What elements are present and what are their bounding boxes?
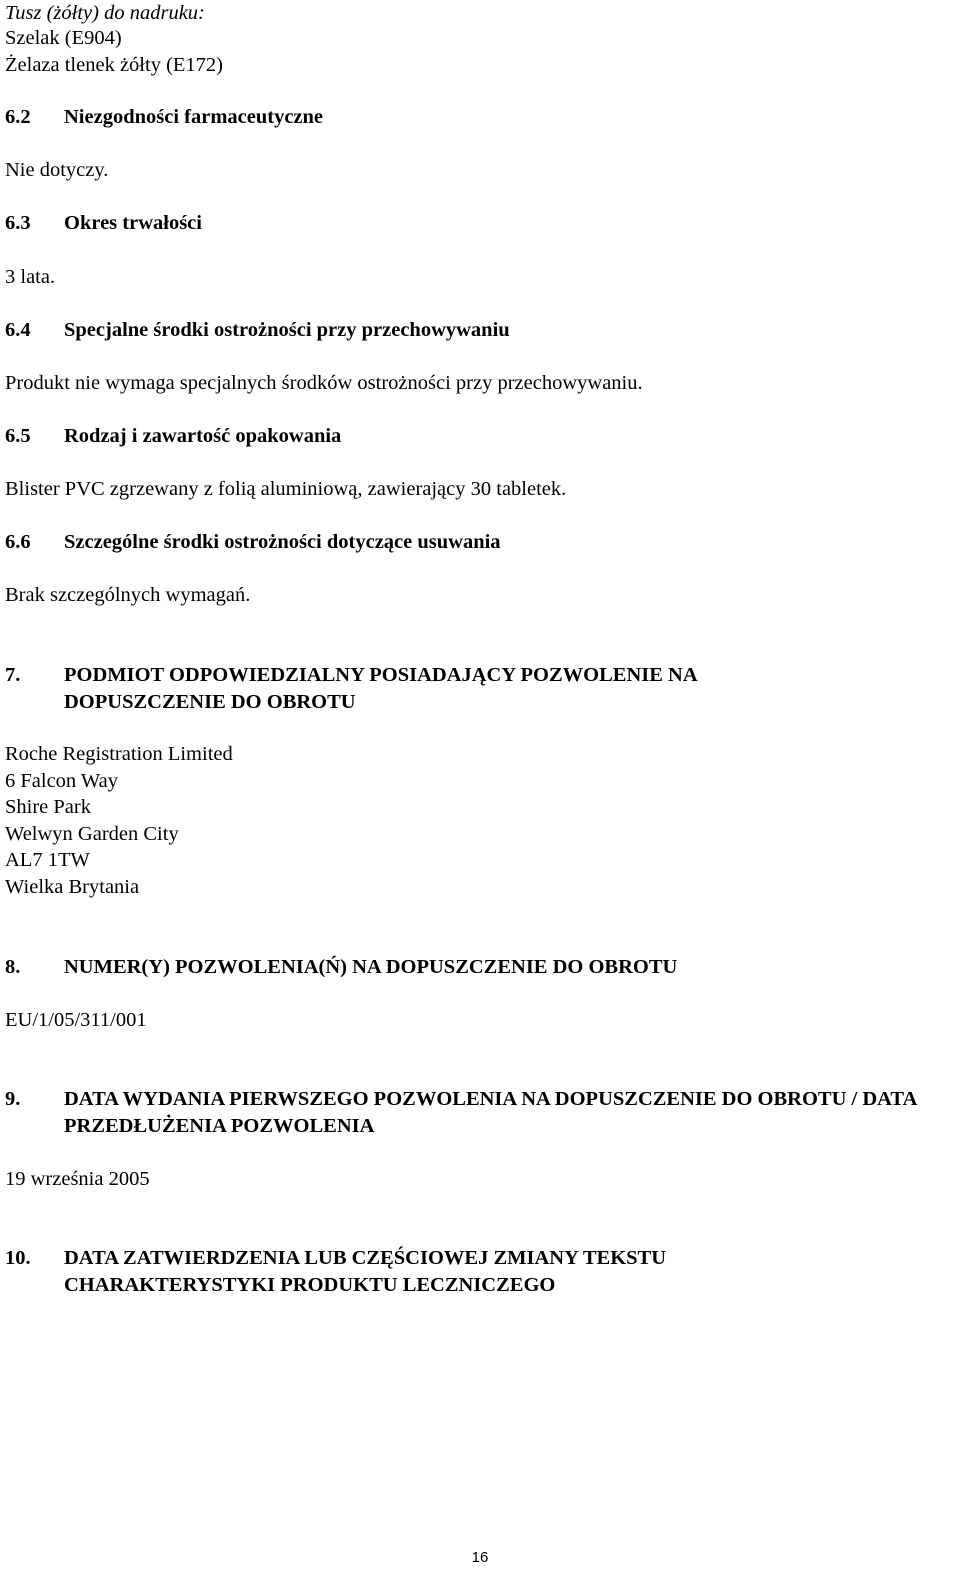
section-number: 6.3 bbox=[5, 212, 31, 234]
section-number: 6.6 bbox=[5, 531, 31, 553]
section-body-6-5: Blister PVC zgrzewany z folią aluminiową, zawierający 30 tabletek. bbox=[5, 478, 567, 500]
address-line: 6 Falcon Way bbox=[5, 769, 118, 792]
section-title: DATA WYDANIA PIERWSZEGO POZWOLENIA NA DOPUSZCZENIE DO OBROTU / DATA PRZEDŁUŻENIA POZWOLENIA bbox=[64, 1088, 917, 1137]
ink-item: Szelak (E904) bbox=[5, 27, 122, 49]
section-heading-6-3 bbox=[5, 210, 955, 237]
section-title: Okres trwałości bbox=[64, 212, 202, 234]
section-body-9: 19 września 2005 bbox=[5, 1168, 150, 1190]
section-heading-6-6 bbox=[5, 529, 955, 556]
section-title: PODMIOT ODPOWIEDZIALNY POSIADAJĄCY POZWOLENIE NA DOPUSZCZENIE DO OBROTU bbox=[64, 664, 697, 713]
section-title: Specjalne środki ostrożności przy przechowywaniu bbox=[64, 319, 510, 341]
section-heading-6-5 bbox=[5, 423, 955, 450]
section-heading-8 bbox=[5, 954, 955, 981]
section-number: 9. bbox=[5, 1088, 21, 1110]
section-body-6-2: Nie dotyczy. bbox=[5, 159, 109, 181]
section-body-8: EU/1/05/311/001 bbox=[5, 1009, 147, 1031]
section-body-6-4: Produkt nie wymaga specjalnych środków ostrożności przy przechowywaniu. bbox=[5, 372, 643, 394]
page-number: 16 bbox=[471, 1549, 489, 1566]
section-heading-10 bbox=[5, 1245, 805, 1299]
section-title: NUMER(Y) POZWOLENIA(Ń) NA DOPUSZCZENIE DO OBROTU bbox=[64, 956, 678, 978]
section-heading-6-4 bbox=[5, 317, 955, 344]
section-heading-9 bbox=[5, 1086, 955, 1140]
section-title: DATA ZATWIERDZENIA LUB CZĘŚCIOWEJ ZMIANY TEKSTU CHARAKTERYSTYKI PRODUKTU LECZNICZEGO bbox=[64, 1247, 667, 1296]
section-number: 6.4 bbox=[5, 319, 31, 341]
ink-label: Tusz (żółty) do nadruku: bbox=[5, 2, 205, 24]
section-number: 10. bbox=[5, 1247, 31, 1269]
address-line: Welwyn Garden City bbox=[5, 822, 179, 845]
section-heading-7 bbox=[5, 662, 745, 716]
address-line: Wielka Brytania bbox=[5, 875, 140, 898]
section-title: Niezgodności farmaceutyczne bbox=[64, 106, 324, 128]
ink-item: Żelaza tlenek żółty (E172) bbox=[5, 54, 223, 76]
section-number: 6.5 bbox=[5, 425, 31, 447]
section-body-6-3: 3 lata. bbox=[5, 266, 56, 288]
address-line: Roche Registration Limited bbox=[5, 743, 233, 765]
section-title: Rodzaj i zawartość opakowania bbox=[64, 425, 342, 447]
section-number: 7. bbox=[5, 664, 21, 686]
section-heading-6-2 bbox=[5, 104, 955, 131]
section-number: 8. bbox=[5, 956, 21, 978]
section-title: Szczególne środki ostrożności dotyczące usuwania bbox=[64, 531, 501, 553]
mah-address bbox=[5, 741, 233, 900]
address-line: AL7 1TW bbox=[5, 849, 90, 871]
section-body-6-6: Brak szczególnych wymagań. bbox=[5, 584, 251, 606]
section-number: 6.2 bbox=[5, 106, 31, 128]
address-line: Shire Park bbox=[5, 796, 91, 818]
